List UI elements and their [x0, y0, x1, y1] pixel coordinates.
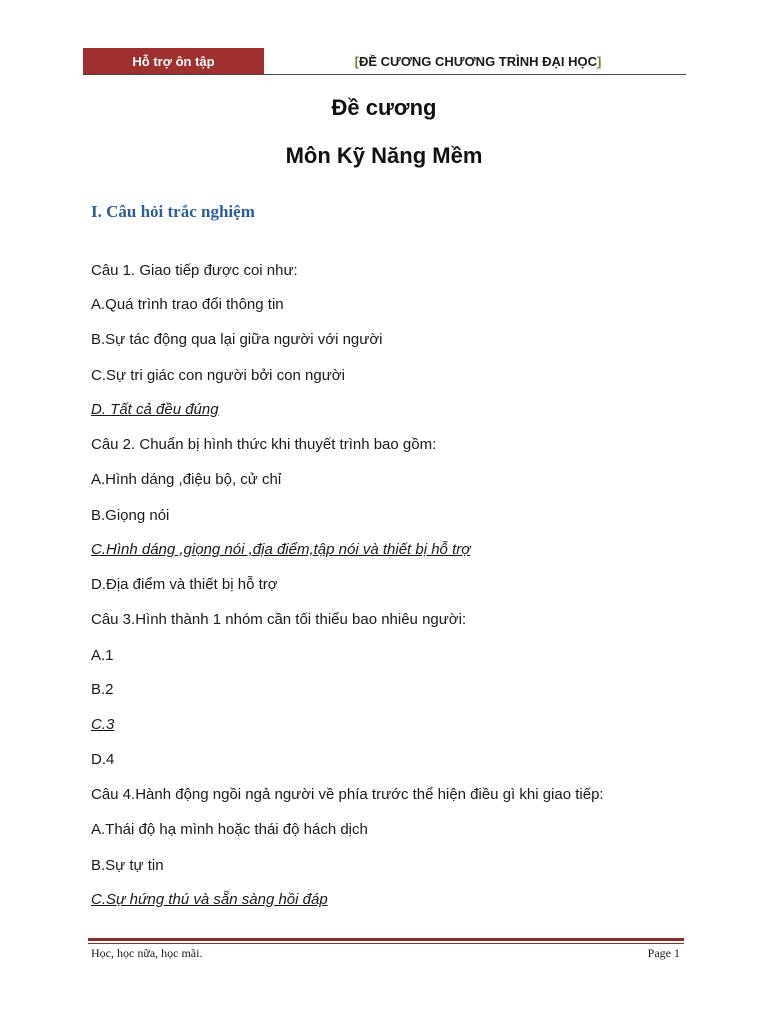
question-3-option-b: B.2 [91, 681, 114, 698]
document-subtitle: Môn Kỹ Năng Mềm [285, 143, 483, 168]
question-4-option-b: B.Sự tự tin [91, 857, 164, 874]
footer-page-number: Page 1 [647, 946, 680, 960]
footer-divider-thick [88, 938, 684, 941]
header-title [270, 48, 686, 74]
header-divider [83, 74, 686, 75]
question-2-option-c-correct: C.Hình dáng ,giọng nói ,địa điểm,tập nói và thiết bị hỗ trợ [91, 541, 471, 558]
question-2-option-b: B.Giọng nói [91, 507, 170, 524]
question-2: Câu 2. Chuẩn bị hình thức khi thuyết trình bao gồm: [91, 436, 437, 453]
document-title: Đề cương [331, 95, 437, 120]
question-1-option-a: A.Quá trình trao đổi thông tin [91, 296, 284, 313]
question-4: Câu 4.Hành động ngồi ngả người về phía trước thể hiện điều gì khi giao tiếp: [91, 786, 604, 803]
footer-divider-thin [88, 943, 684, 944]
question-4-option-c-correct: C.Sự hứng thú và sẵn sàng hồi đáp [91, 891, 328, 908]
header-tab [83, 48, 264, 74]
question-1-option-b: B.Sự tác động qua lại giữa người với người [91, 331, 383, 348]
header-tab-label: Hỗ trợ ôn tập [132, 53, 215, 69]
question-3-option-d: D.4 [91, 751, 115, 768]
question-2-option-a: A.Hình dáng ,điệu bộ, cử chỉ [91, 471, 282, 488]
question-3: Câu 3.Hình thành 1 nhóm cần tối thiểu bao nhiêu người: [91, 611, 467, 628]
question-1: Câu 1. Giao tiếp được coi như: [91, 262, 298, 279]
section-heading: I. Câu hỏi trắc nghiệm [91, 202, 255, 221]
question-2-option-d: D.Địa điểm và thiết bị hỗ trợ [91, 576, 278, 593]
header-bracket-open: [ [354, 53, 359, 69]
question-1-option-d-correct: D. Tất cả đều đúng [91, 401, 219, 418]
question-4-option-a: A.Thái độ hạ mình hoặc thái độ hách dịch [91, 821, 368, 838]
footer-motto: Học, học nữa, học mãi. [91, 946, 203, 960]
question-3-option-c-correct: C.3 [91, 716, 115, 733]
question-1-option-c: C.Sự tri giác con người bởi con người [91, 367, 345, 384]
header-title-text: ĐỀ CƯƠNG CHƯƠNG TRÌNH ĐẠI HỌC [358, 53, 598, 69]
question-3-option-a: A.1 [91, 647, 114, 664]
header-bracket-close: ] [597, 53, 602, 69]
